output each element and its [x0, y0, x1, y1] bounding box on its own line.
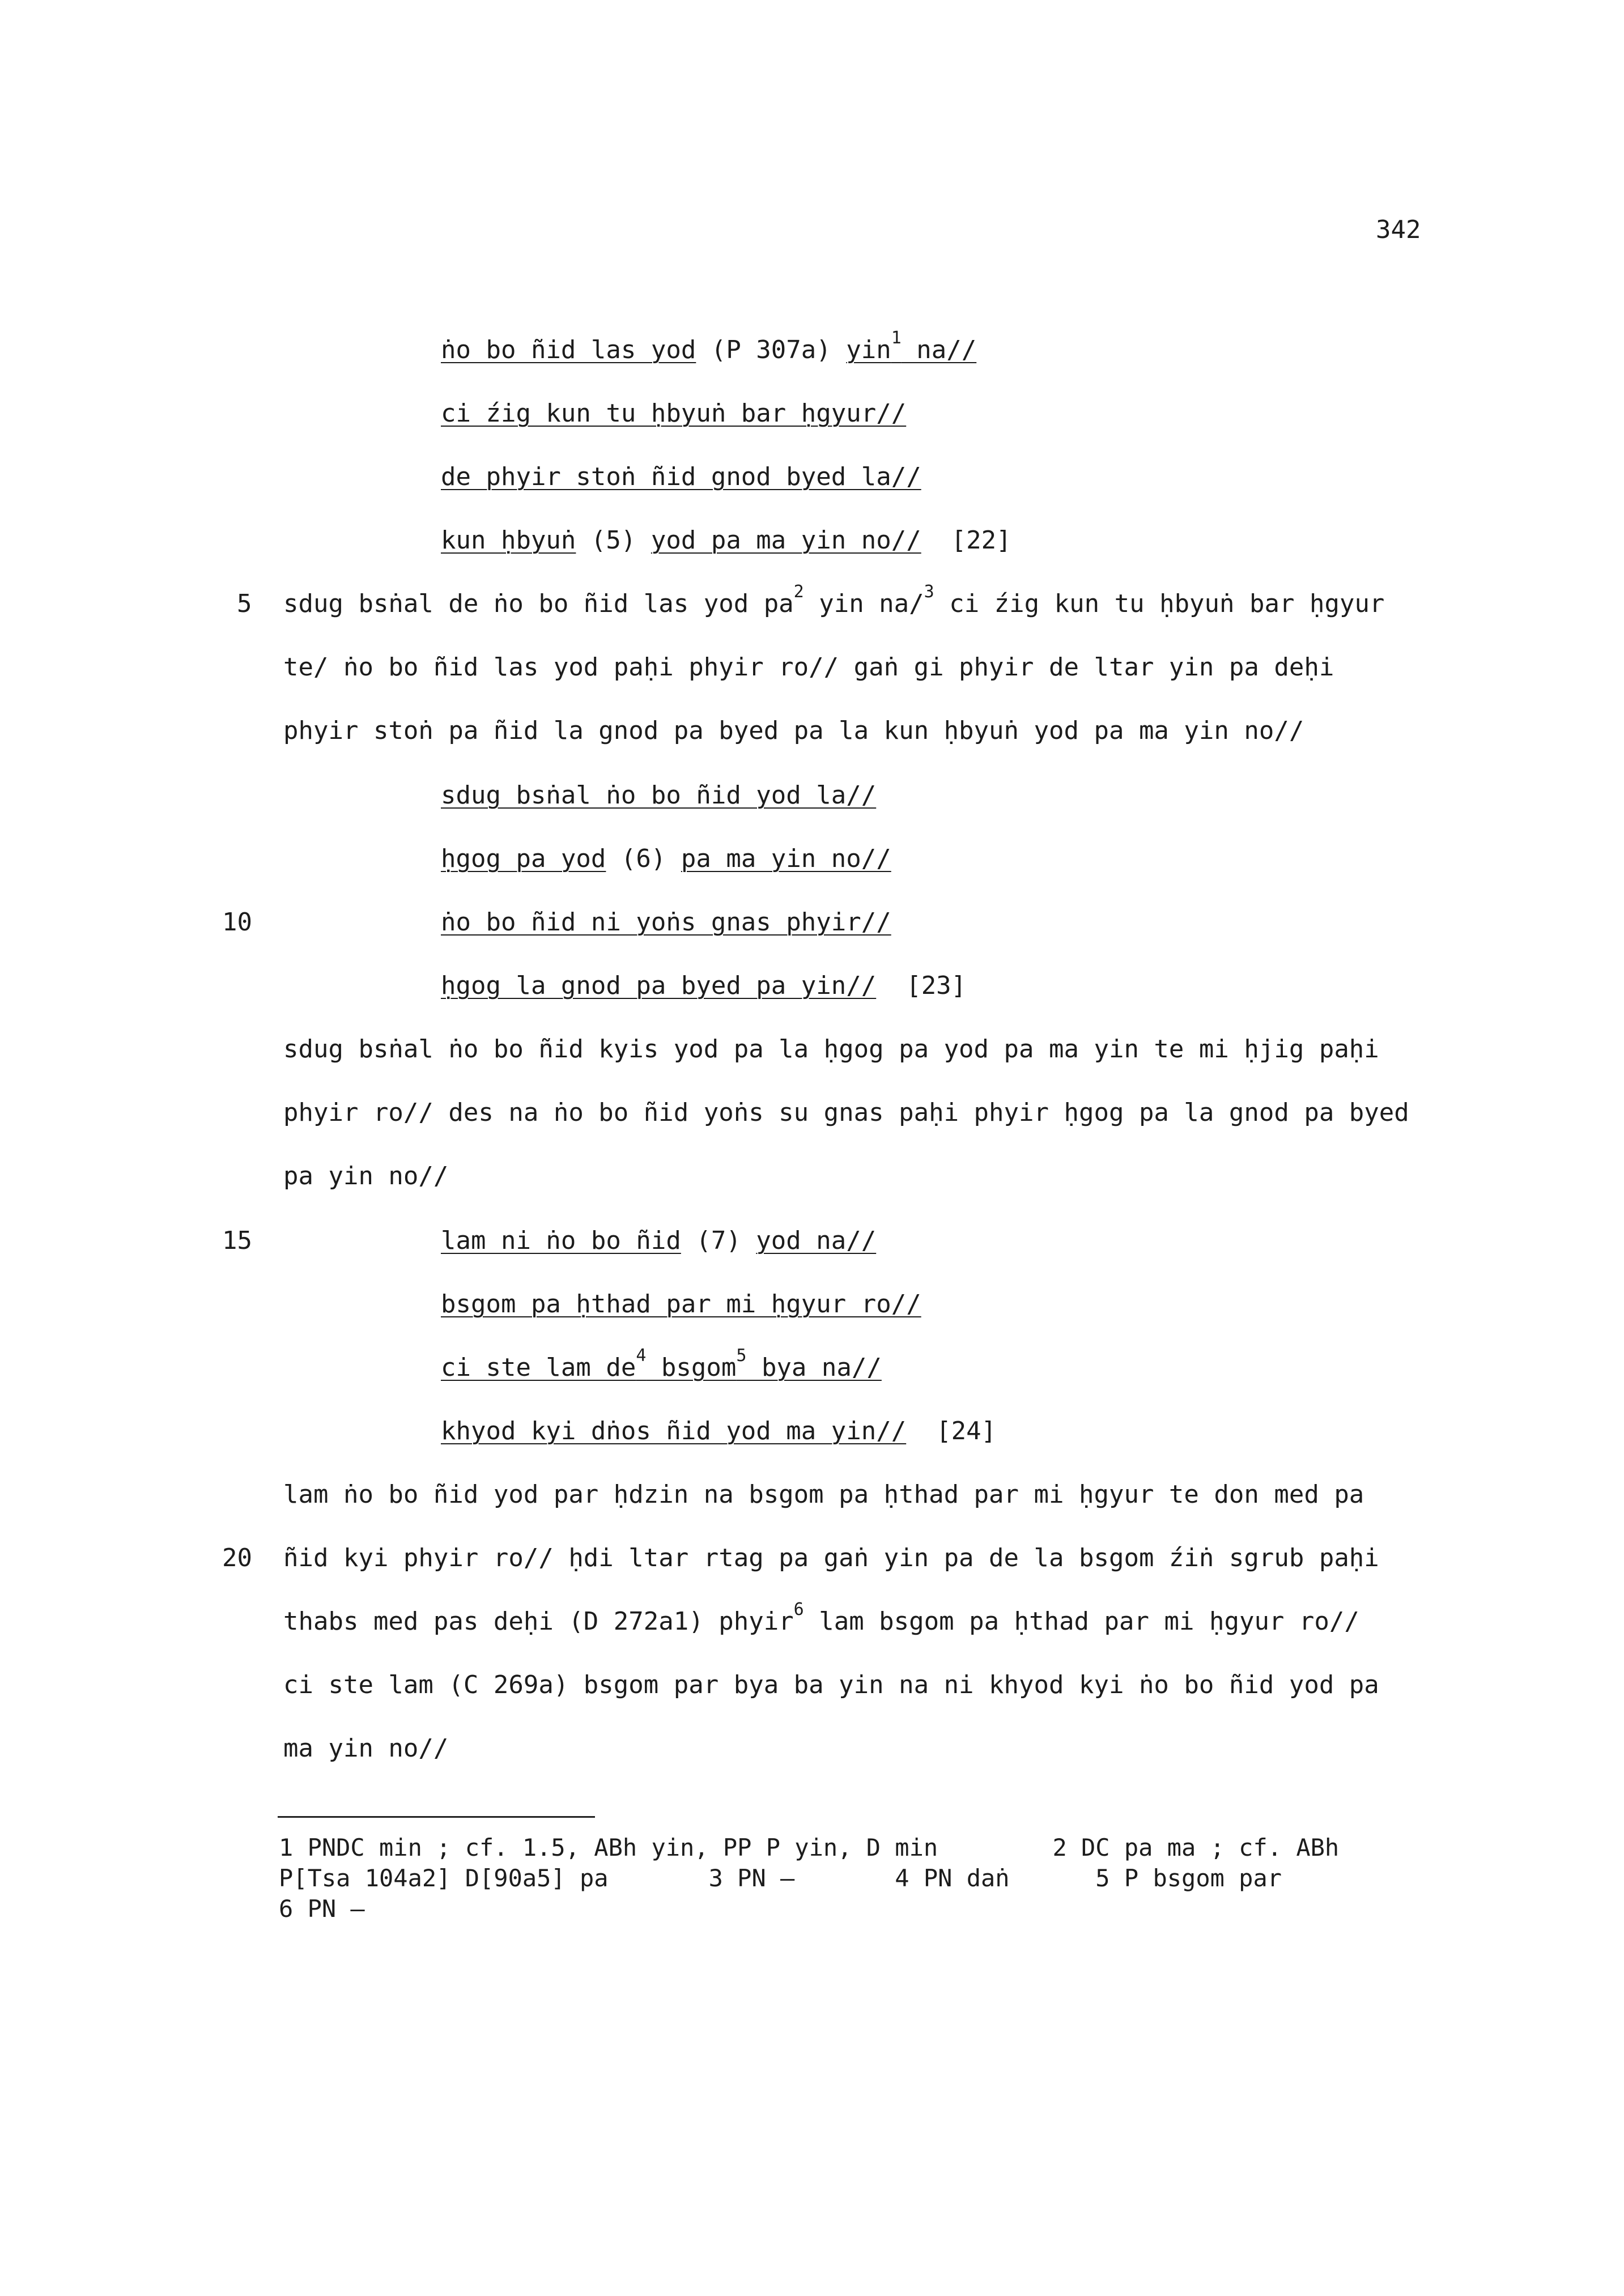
prose-line: pa yin no//: [283, 1162, 449, 1190]
prose-line: phyir ro// des na ṅo bo ñid yoṅs su gnas paḥi phyir ḥgog pa la gnod pa byed: [283, 1098, 1409, 1127]
prose-line: ñid kyi phyir ro// ḥdi ltar rtag pa gaṅ yin pa de la bsgom źiṅ sgrub paḥi: [283, 1544, 1379, 1572]
prose-line: thabs med pas deḥi (D 272a1) phyir$^6$ lam bsgom pa ḥthad par mi ḥgyur ro//: [283, 1600, 1359, 1636]
line-number: 20: [222, 1544, 252, 1572]
verse-line: khyod kyi dṅos ñid yod ma yin// [24]: [441, 1417, 997, 1445]
verse-line: ci ste lam $de^4$ bsgom$^5$ bya na//: [441, 1346, 882, 1382]
verse-line: kun ḥbyuṅ (5) yod pa ma yin no// [22]: [441, 526, 1011, 555]
line-number: 15: [222, 1226, 252, 1255]
verse-line: ṅo bo ñid ni yoṅs gnas phyir//: [441, 908, 891, 937]
verse-line: ṅo bo ñid las yod (P 307a) yin$^1$ na//: [441, 328, 977, 364]
verse-line: ci źig kun tu ḥbyuṅ bar ḥgyur//: [441, 399, 907, 428]
prose-line: phyir stoṅ pa ñid la gnod pa byed pa la kun ḥbyuṅ yod pa ma yin no//: [283, 716, 1304, 745]
footnote-line: 6 PN —: [279, 1895, 365, 1923]
prose-line: lam ṅo bo ñid yod par ḥdzin na bsgom pa ḥthad par mi ḥgyur te don med pa: [283, 1480, 1364, 1509]
line-number: 5: [237, 589, 252, 618]
verse-line: ḥgog la gnod pa byed pa yin// [23]: [441, 971, 967, 1000]
verse-line: sdug bsṅal ṅo bo ñid yod la//: [441, 781, 877, 810]
prose-line: sdug bsṅal de ṅo bo ñid las yod $pa^2$ yin na/$^3$ ci źig kun tu ḥbyuṅ bar ḥgyur: [283, 582, 1385, 618]
footnote-line: 1 PNDC min ; cf. 1.5, ABh yin, PP P yin, D min 2 DC pa ma ; cf. ABh: [279, 1834, 1340, 1861]
prose-line: ci ste lam (C 269a) bsgom par bya ba yin na ni khyod kyi ṅo bo ñid yod pa: [283, 1670, 1379, 1699]
page-number: 342: [1376, 215, 1421, 244]
line-number: 10: [222, 908, 252, 937]
prose-line: te/ ṅo bo ñid las yod paḥi phyir ro// gaṅ gi phyir de ltar yin pa deḥi: [283, 653, 1334, 682]
prose-line: ma yin no//: [283, 1734, 449, 1763]
footnote-line: P[Tsa 104a2] D[90a5] pa 3 PN — 4 PN daṅ 5 P bsgom par: [279, 1864, 1282, 1892]
footnote-rule: [278, 1816, 595, 1818]
verse-line: bsgom pa ḥthad par mi ḥgyur ro//: [441, 1290, 921, 1319]
verse-line: de phyir stoṅ ñid gnod byed la//: [441, 462, 921, 491]
verse-line: lam ni ṅo bo ñid (7) yod na//: [441, 1226, 877, 1255]
verse-line: ḥgog pa yod (6) pa ma yin no//: [441, 844, 891, 873]
prose-line: sdug bsṅal ṅo bo ñid kyis yod pa la ḥgog pa yod pa ma yin te mi ḥjig paḥi: [283, 1035, 1379, 1064]
